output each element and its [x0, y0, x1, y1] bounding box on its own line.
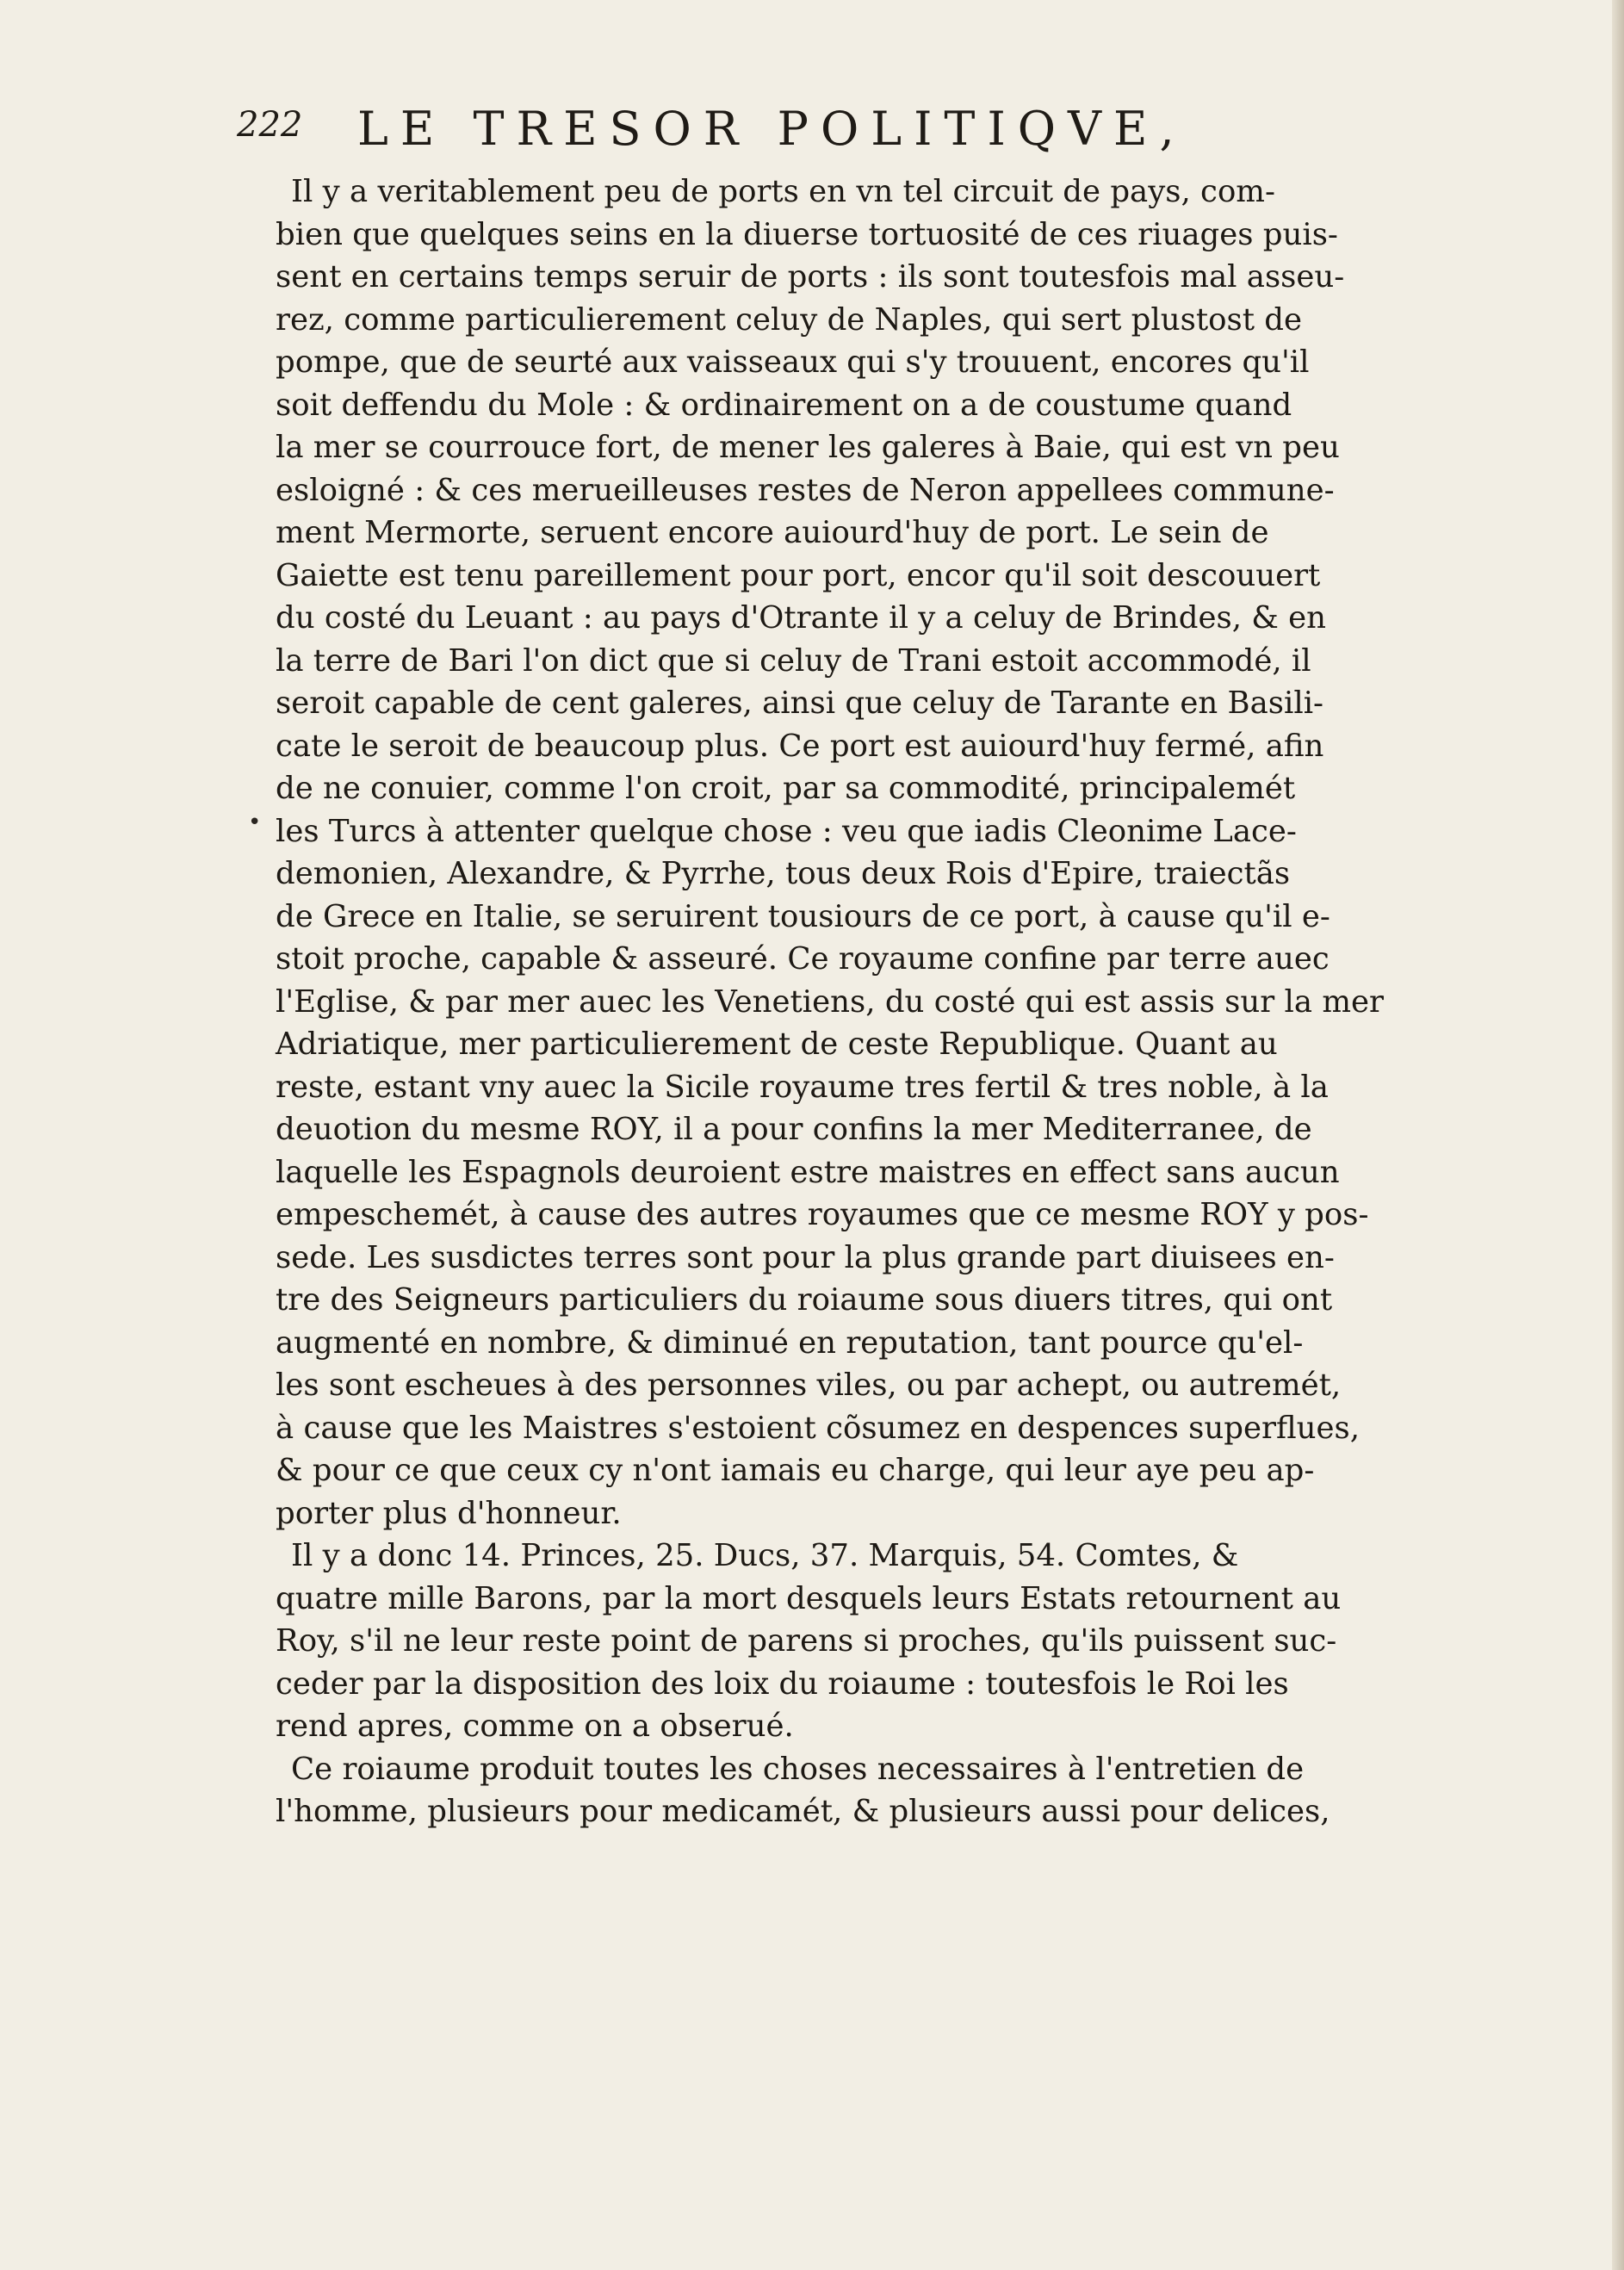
- text-line: l'homme, plusieurs pour medicamét, & plusieurs aussi pour delices,: [276, 1794, 1330, 1829]
- text-line: les Turcs à attenter quelque chose : veu que iadis Cleonime Lace-: [276, 813, 1297, 849]
- text-line: Il y a donc 14. Princes, 25. Ducs, 37. Marquis, 54. Comtes, &: [291, 1538, 1239, 1573]
- text-line: pompe, que de seurté aux vaisseaux qui s'y trouuent, encores qu'il: [276, 344, 1310, 380]
- text-line: tre des Seigneurs particuliers du roiaume sous diuers titres, qui ont: [276, 1282, 1333, 1318]
- text-line: Roy, s'il ne leur reste point de parens si proches, qu'ils puissent suc-: [276, 1623, 1337, 1659]
- text-line: sent en certains temps seruir de ports : ils sont toutesfois mal asseu-: [276, 259, 1345, 295]
- text-line: cate le seroit de beaucoup plus. Ce port est auiourd'huy fermé, afin: [276, 728, 1324, 764]
- text-line: de ne conuier, comme l'on croit, par sa commodité, principalemét: [276, 771, 1296, 806]
- page-edge-shadow: [1612, 0, 1624, 2270]
- text-line: seroit capable de cent galeres, ainsi que celuy de Tarante en Basili-: [276, 685, 1324, 721]
- text-line: porter plus d'honneur.: [276, 1495, 622, 1531]
- text-line: Il y a veritablement peu de ports en vn tel circuit de pays, com-: [291, 174, 1275, 209]
- text-line: ceder par la disposition des loix du roiaume : toutesfois le Roi les: [276, 1665, 1289, 1702]
- text-line: la terre de Bari l'on dict que si celuy de Trani estoit accommodé, il: [276, 642, 1311, 679]
- text-line: demonien, Alexandre, & Pyrrhe, tous deux Rois d'Epire, traiectãs: [276, 856, 1291, 891]
- text-line: & pour ce que ceux cy n'ont iamais eu charge, qui leur aye peu ap-: [276, 1453, 1315, 1488]
- text-line: reste, estant vny auec la Sicile royaume tres fertil & tres noble, à la: [276, 1069, 1329, 1105]
- text-line: stoit proche, capable & asseuré. Ce royaume confine par terre auec: [276, 941, 1330, 977]
- text-line: l'Eglise, & par mer auec les Venetiens, du costé qui est assis sur la mer: [276, 983, 1384, 1020]
- text-line: augmenté en nombre, & diminué en reputation, tant pource qu'el-: [276, 1324, 1304, 1361]
- body-text: [276, 171, 1429, 1833]
- text-line: bien que quelques seins en la diuerse tortuosité de ces riuages puis-: [276, 216, 1338, 252]
- text-line: deuotion du mesme ROY, il a pour confins la mer Mediterranee, de: [276, 1112, 1312, 1147]
- text-line: empeschemét, à cause des autres royaumes que ce mesme ROY y pos-: [276, 1197, 1369, 1232]
- text-line: laquelle les Espagnols deuroient estre maistres en effect sans aucun: [276, 1154, 1340, 1190]
- running-title: LE TRESOR POLITIQVE,: [357, 102, 1187, 156]
- text-line: rend apres, comme on a obserué.: [276, 1709, 794, 1744]
- text-line: les sont escheues à des personnes viles, ou par achept, ou autremét,: [276, 1368, 1342, 1403]
- text-line: esloigné : & ces merueilleuses restes de Neron appellees commune-: [276, 472, 1335, 508]
- text-line: quatre mille Barons, par la mort desquels leurs Estats retournent au: [276, 1580, 1342, 1616]
- text-line: sede. Les susdictes terres sont pour la plus grande part diuisees en-: [276, 1239, 1335, 1275]
- text-line: ment Mermorte, seruent encore auiourd'huy de port. Le sein de: [276, 515, 1269, 550]
- text-line: Gaiette est tenu pareillement pour port, encor qu'il soit descouuert: [276, 557, 1321, 593]
- text-line: rez, comme particulierement celuy de Naples, qui sert plustost de: [276, 301, 1302, 338]
- text-line: du costé du Leuant : au pays d'Otrante il y a celuy de Brindes, & en: [276, 600, 1327, 636]
- text-line: la mer se courrouce fort, de mener les galeres à Baie, qui est vn peu: [276, 430, 1340, 465]
- text-line: Adriatique, mer particulierement de ceste Republique. Quant au: [276, 1026, 1278, 1062]
- page-number: 222: [237, 105, 303, 145]
- margin-bullet-mark: •: [248, 809, 262, 835]
- text-line: de Grece en Italie, se seruirent tousiours de ce port, à cause qu'il e-: [276, 898, 1330, 934]
- text-line: soit deffendu du Mole : & ordinairement on a de coustume quand: [276, 387, 1292, 423]
- text-line: à cause que les Maistres s'estoient cõsumez en despences superflues,: [276, 1410, 1361, 1446]
- page-header: [237, 102, 1391, 179]
- text-line: Ce roiaume produit toutes les choses necessaires à l'entretien de: [291, 1751, 1305, 1787]
